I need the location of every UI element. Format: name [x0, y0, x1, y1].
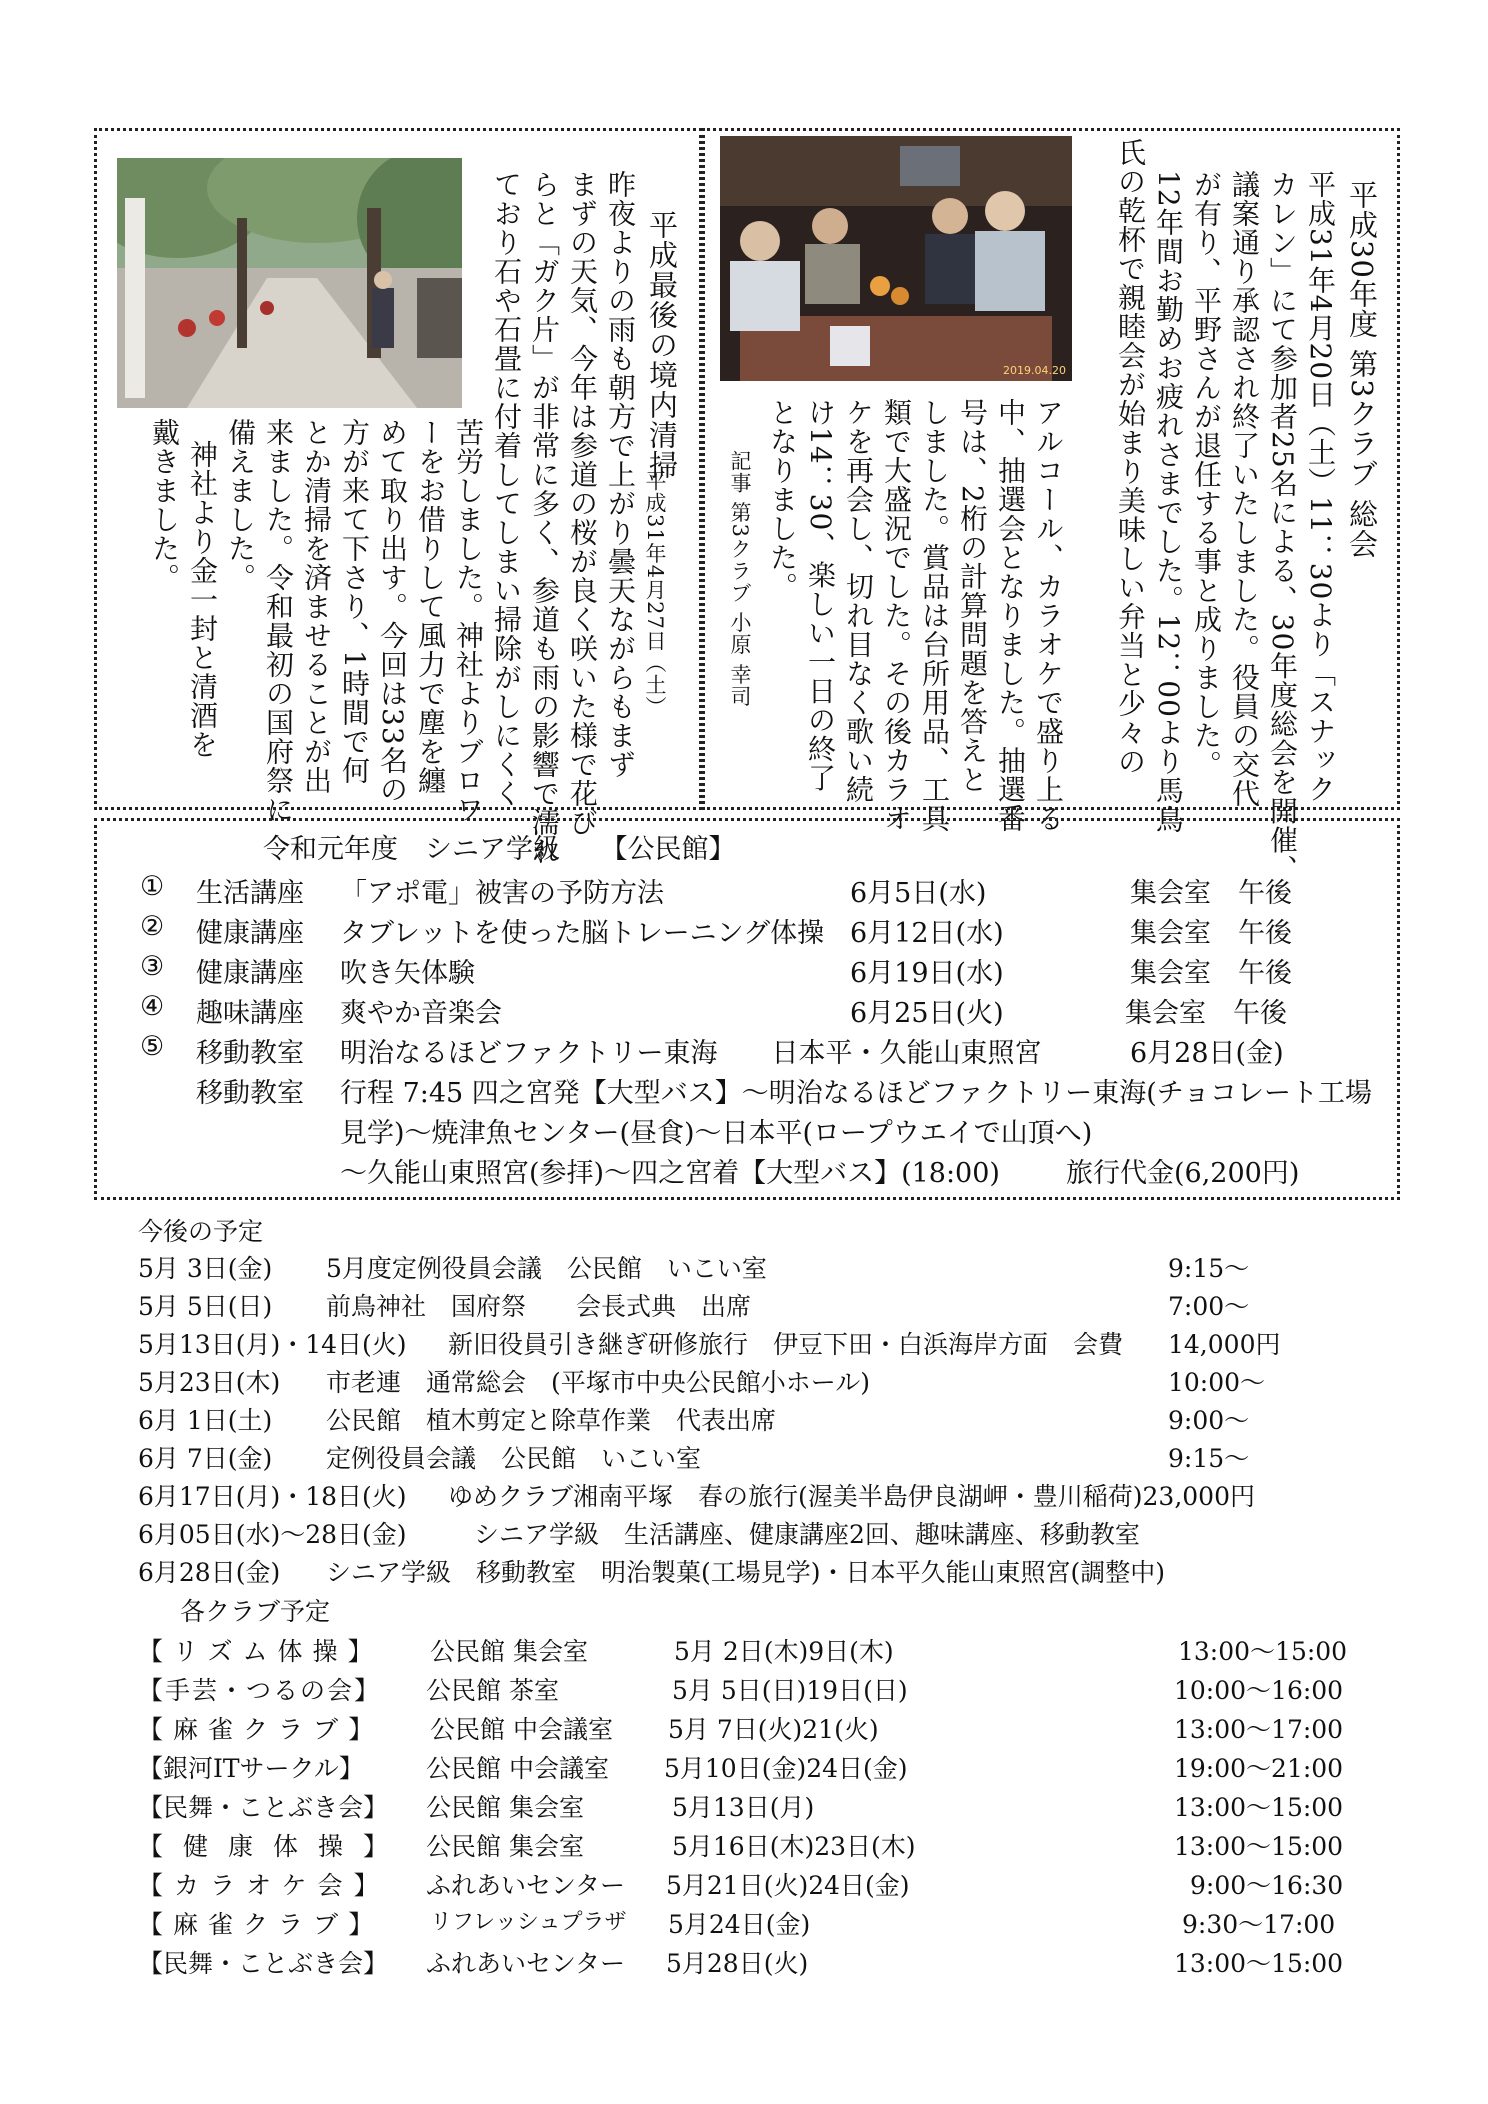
senior-item-place: 集会室 午後	[1130, 878, 1292, 909]
senior-item-title: 爽やか音楽会	[340, 998, 502, 1029]
club-place: 公民館 集会室	[426, 1832, 584, 1861]
club-time: 9:30〜17:00	[1182, 1910, 1336, 1939]
article-left-title: 平成最後の境内清掃	[645, 210, 679, 480]
schedule-time: 9:00〜	[1168, 1406, 1250, 1435]
senior-trip-line: 行程 7:45 四之宮発【大型バス】〜明治なるほどファクトリー東海(チョコレート工場	[340, 1078, 1372, 1109]
club-date: 5月24日(金)	[668, 1910, 811, 1939]
club-place: 公民館 中会議室	[426, 1754, 609, 1783]
senior-item-type: 健康講座	[196, 958, 304, 989]
senior-item-place: 集会室 午後	[1125, 998, 1287, 1029]
schedule-header: 今後の予定	[138, 1217, 264, 1246]
club-place: ふれあいセンター	[426, 1949, 626, 1978]
article-left-line: 神社より金一封と清酒を	[186, 440, 219, 759]
article-right-line: カレン」にて参加者25名による、30年度総会を開催、	[1266, 170, 1299, 884]
club-date: 5月10日(金)24日(金)	[664, 1754, 908, 1783]
schedule-text: 新旧役員引き継ぎ研修旅行 伊豆下田・白浜海岸方面 会費	[448, 1330, 1124, 1359]
article-left-line: 来ました。令和最初の国府祭に	[262, 418, 295, 824]
senior-trip-label: 移動教室	[196, 1078, 304, 1109]
schedule-date: 5月 5日(日)	[138, 1292, 273, 1321]
club-place: 公民館 中会議室	[430, 1715, 613, 1744]
club-date: 5月 2日(木)9日(木)	[674, 1637, 894, 1666]
senior-item-type: 移動教室	[196, 1038, 304, 1069]
schedule-text: 市老連 通常総会 (平塚市中央公民館小ホール)	[326, 1368, 871, 1397]
article-right-line: ケを再会し、切れ目なく歌い続	[842, 398, 875, 804]
schedule-time: 7:00〜	[1168, 1292, 1250, 1321]
senior-item-title: 「アポ電」被害の予防方法	[340, 878, 664, 909]
club-time: 13:00〜15:00	[1174, 1949, 1344, 1978]
club-date: 5月13日(月)	[672, 1793, 815, 1822]
schedule-date: 6月17日(月)・18日(火)	[138, 1482, 407, 1511]
club-name: 【麻雀クラブ】	[138, 1715, 384, 1744]
schedule-date: 6月 7日(金)	[138, 1444, 273, 1473]
club-time: 19:00〜21:00	[1174, 1754, 1344, 1783]
article-left-line: 戴きました。	[148, 418, 181, 592]
senior-trip-line: 〜久能山東照宮(参拝)〜四之宮着【大型バス】(18:00)	[340, 1158, 1000, 1189]
schedule-time: 9:15〜	[1168, 1254, 1250, 1283]
club-date: 5月 7日(火)21(火)	[668, 1715, 879, 1744]
club-place: 公民館 集会室	[430, 1637, 588, 1666]
senior-item-type: 趣味講座	[196, 998, 304, 1029]
club-place: リフレッシュプラザ	[430, 1910, 627, 1935]
clubs-header: 各クラブ予定	[180, 1597, 331, 1626]
senior-item-type: 生活講座	[196, 878, 304, 909]
senior-trip-cost: 旅行代金(6,200円)	[1066, 1158, 1300, 1189]
club-name: 【カラオケ会】	[138, 1871, 390, 1900]
club-time: 13:00〜15:00	[1174, 1793, 1344, 1822]
shrine-cleaning-photo	[117, 158, 462, 408]
schedule-date: 5月13日(月)・14日(火)	[138, 1330, 407, 1359]
senior-item-place: 集会室 午後	[1130, 958, 1292, 989]
club-name: 【手芸・つるの会】	[138, 1676, 382, 1705]
article-right-line: 号は、2桁の計算問題を答えと	[956, 398, 989, 794]
senior-item-date: 6月28日(金)	[1130, 1038, 1284, 1069]
article-left-line: 苦労しました。神社よりブロワ	[452, 418, 485, 824]
article-left-line: とか清掃を済ませることが出	[300, 418, 333, 795]
club-time: 13:00〜15:00	[1174, 1832, 1344, 1861]
club-time: 9:00〜16:30	[1190, 1871, 1344, 1900]
schedule-date: 5月 3日(金)	[138, 1254, 273, 1283]
club-time: 10:00〜16:00	[1174, 1676, 1344, 1705]
senior-item-title: 吹き矢体験	[340, 958, 475, 989]
schedule-text: シニア学級 移動教室 明治製菓(工場見学)・日本平久能山東照宮(調整中)	[326, 1558, 1166, 1587]
article-right-line: しました。賞品は台所用品、工具	[918, 398, 951, 833]
schedule-time: 10:00〜	[1168, 1368, 1266, 1397]
club-date: 5月16日(木)23日(木)	[672, 1832, 916, 1861]
schedule-text: 定例役員会議 公民館 いこい室	[326, 1444, 702, 1473]
photo-date-stamp: 2019.04.20	[1003, 364, 1066, 377]
article-right-line: け14：30、楽しい一日の終了	[804, 398, 837, 793]
senior-item-title: 明治なるほどファクトリー東海 日本平・久能山東照宮	[340, 1038, 1042, 1069]
senior-item-no: ④	[140, 991, 165, 1022]
article-right-line: 平成31年4月20日（土）11：30より「スナック	[1304, 170, 1337, 804]
article-left-line: 備えました。	[224, 418, 257, 592]
club-name: 【民舞・ことぶき会】	[138, 1949, 389, 1978]
senior-item-no: ③	[140, 951, 165, 982]
club-name: 【民舞・ことぶき会】	[138, 1793, 389, 1822]
senior-item-date: 6月19日(水)	[850, 958, 1004, 989]
club-name: 【健康体操】	[138, 1832, 409, 1861]
club-date: 5月 5日(日)19日(日)	[672, 1676, 908, 1705]
article-left-line: 方が来て下さり、1時間で何	[338, 418, 371, 785]
senior-item-no: ⑤	[140, 1031, 165, 1062]
senior-item-no: ②	[140, 911, 165, 942]
article-right-line: アルコール、カラオケで盛り上る	[1032, 398, 1065, 833]
senior-trip-line: 見学)〜焼津魚センター(昼食)〜日本平(ロープウエイで山頂へ)	[340, 1118, 1093, 1149]
senior-item-type: 健康講座	[196, 918, 304, 949]
senior-item-place: 集会室 午後	[1130, 918, 1292, 949]
article-right-line: 氏の乾杯で親睦会が始まり美味しい弁当と少々の	[1114, 138, 1147, 776]
article-right-line: 議案通り承認され終了いたしました。役員の交代	[1228, 170, 1261, 808]
club-place: ふれあいセンター	[426, 1871, 626, 1900]
senior-item-no: ①	[140, 871, 165, 902]
club-time: 13:00〜17:00	[1174, 1715, 1344, 1744]
club-place: 公民館 茶室	[426, 1676, 559, 1705]
article-right-title: 平成30年度 第3クラブ 総会	[1345, 180, 1379, 559]
schedule-text: 公民館 植木剪定と除草作業 代表出席	[326, 1406, 777, 1435]
senior-item-date: 6月25日(火)	[850, 998, 1004, 1029]
article-left-line: ており石や石畳に付着してしまい掃除がしにくく	[490, 170, 523, 808]
club-name: 【リズム体操】	[138, 1637, 383, 1666]
schedule-text: ゆめクラブ湘南平塚 春の旅行(渥美半島伊良湖岬・豊川稲荷)23,000円	[448, 1482, 1255, 1511]
schedule-text: シニア学級 生活講座、健康講座2回、趣味講座、移動教室	[474, 1520, 1140, 1549]
article-left-date: 平成31年4月27日（土）	[643, 470, 667, 718]
senior-item-date: 6月12日(水)	[850, 918, 1004, 949]
article-right-line: 中、抽選会となりました。抽選番	[994, 398, 1027, 833]
club-name: 【麻雀クラブ】	[138, 1910, 384, 1939]
schedule-time: 14,000円	[1168, 1330, 1281, 1359]
article-right-line: 12年間お勤めお疲れさまでした。12：00より馬鳥	[1152, 170, 1185, 834]
article-left-line: らと「ガク片」が非常に多く、参道も雨の影響で濡れ	[528, 170, 561, 866]
article-left-line: 昨夜よりの雨も朝方で上がり曇天ながらもまず	[604, 170, 637, 779]
club-time: 13:00〜15:00	[1178, 1637, 1348, 1666]
senior-class-header: 令和元年度 シニア学級 【公民館】	[263, 834, 736, 865]
article-left-line: まずの天気、今年は参道の桜が良く咲いた様で花び	[566, 170, 599, 837]
club-place: 公民館 集会室	[426, 1793, 584, 1822]
article-right-line: 類で大盛況でした。その後カラオ	[880, 398, 913, 833]
senior-item-title: タブレットを使った脳トレーニング体操	[340, 918, 825, 949]
article-left-line: めて取り出す。今回は33名の	[376, 418, 409, 804]
schedule-text: 5月度定例役員会議 公民館 いこい室	[326, 1254, 767, 1283]
schedule-time: 9:15〜	[1168, 1444, 1250, 1473]
schedule-date: 5月23日(木)	[138, 1368, 281, 1397]
club-date: 5月21日(火)24日(金)	[666, 1871, 910, 1900]
article-right-byline: 記事 第3クラブ 小原 幸司	[728, 450, 752, 708]
senior-item-date: 6月5日(水)	[850, 878, 987, 909]
club-date: 5月28日(火)	[666, 1949, 809, 1978]
general-meeting-photo	[720, 136, 1072, 381]
schedule-text: 前鳥神社 国府祭 会長式典 出席	[326, 1292, 752, 1321]
schedule-date: 6月 1日(土)	[138, 1406, 273, 1435]
article-right-line: となりました。	[766, 398, 799, 601]
article-left-line: ーをお借りして風力で塵を纏	[414, 418, 447, 795]
schedule-date: 6月05日(水)〜28日(金)	[138, 1520, 407, 1549]
schedule-date: 6月28日(金)	[138, 1558, 281, 1587]
article-right-line: が有り、平野さんが退任する事と成りました。	[1190, 170, 1223, 779]
club-name: 【銀河ITサークル】	[138, 1754, 364, 1783]
